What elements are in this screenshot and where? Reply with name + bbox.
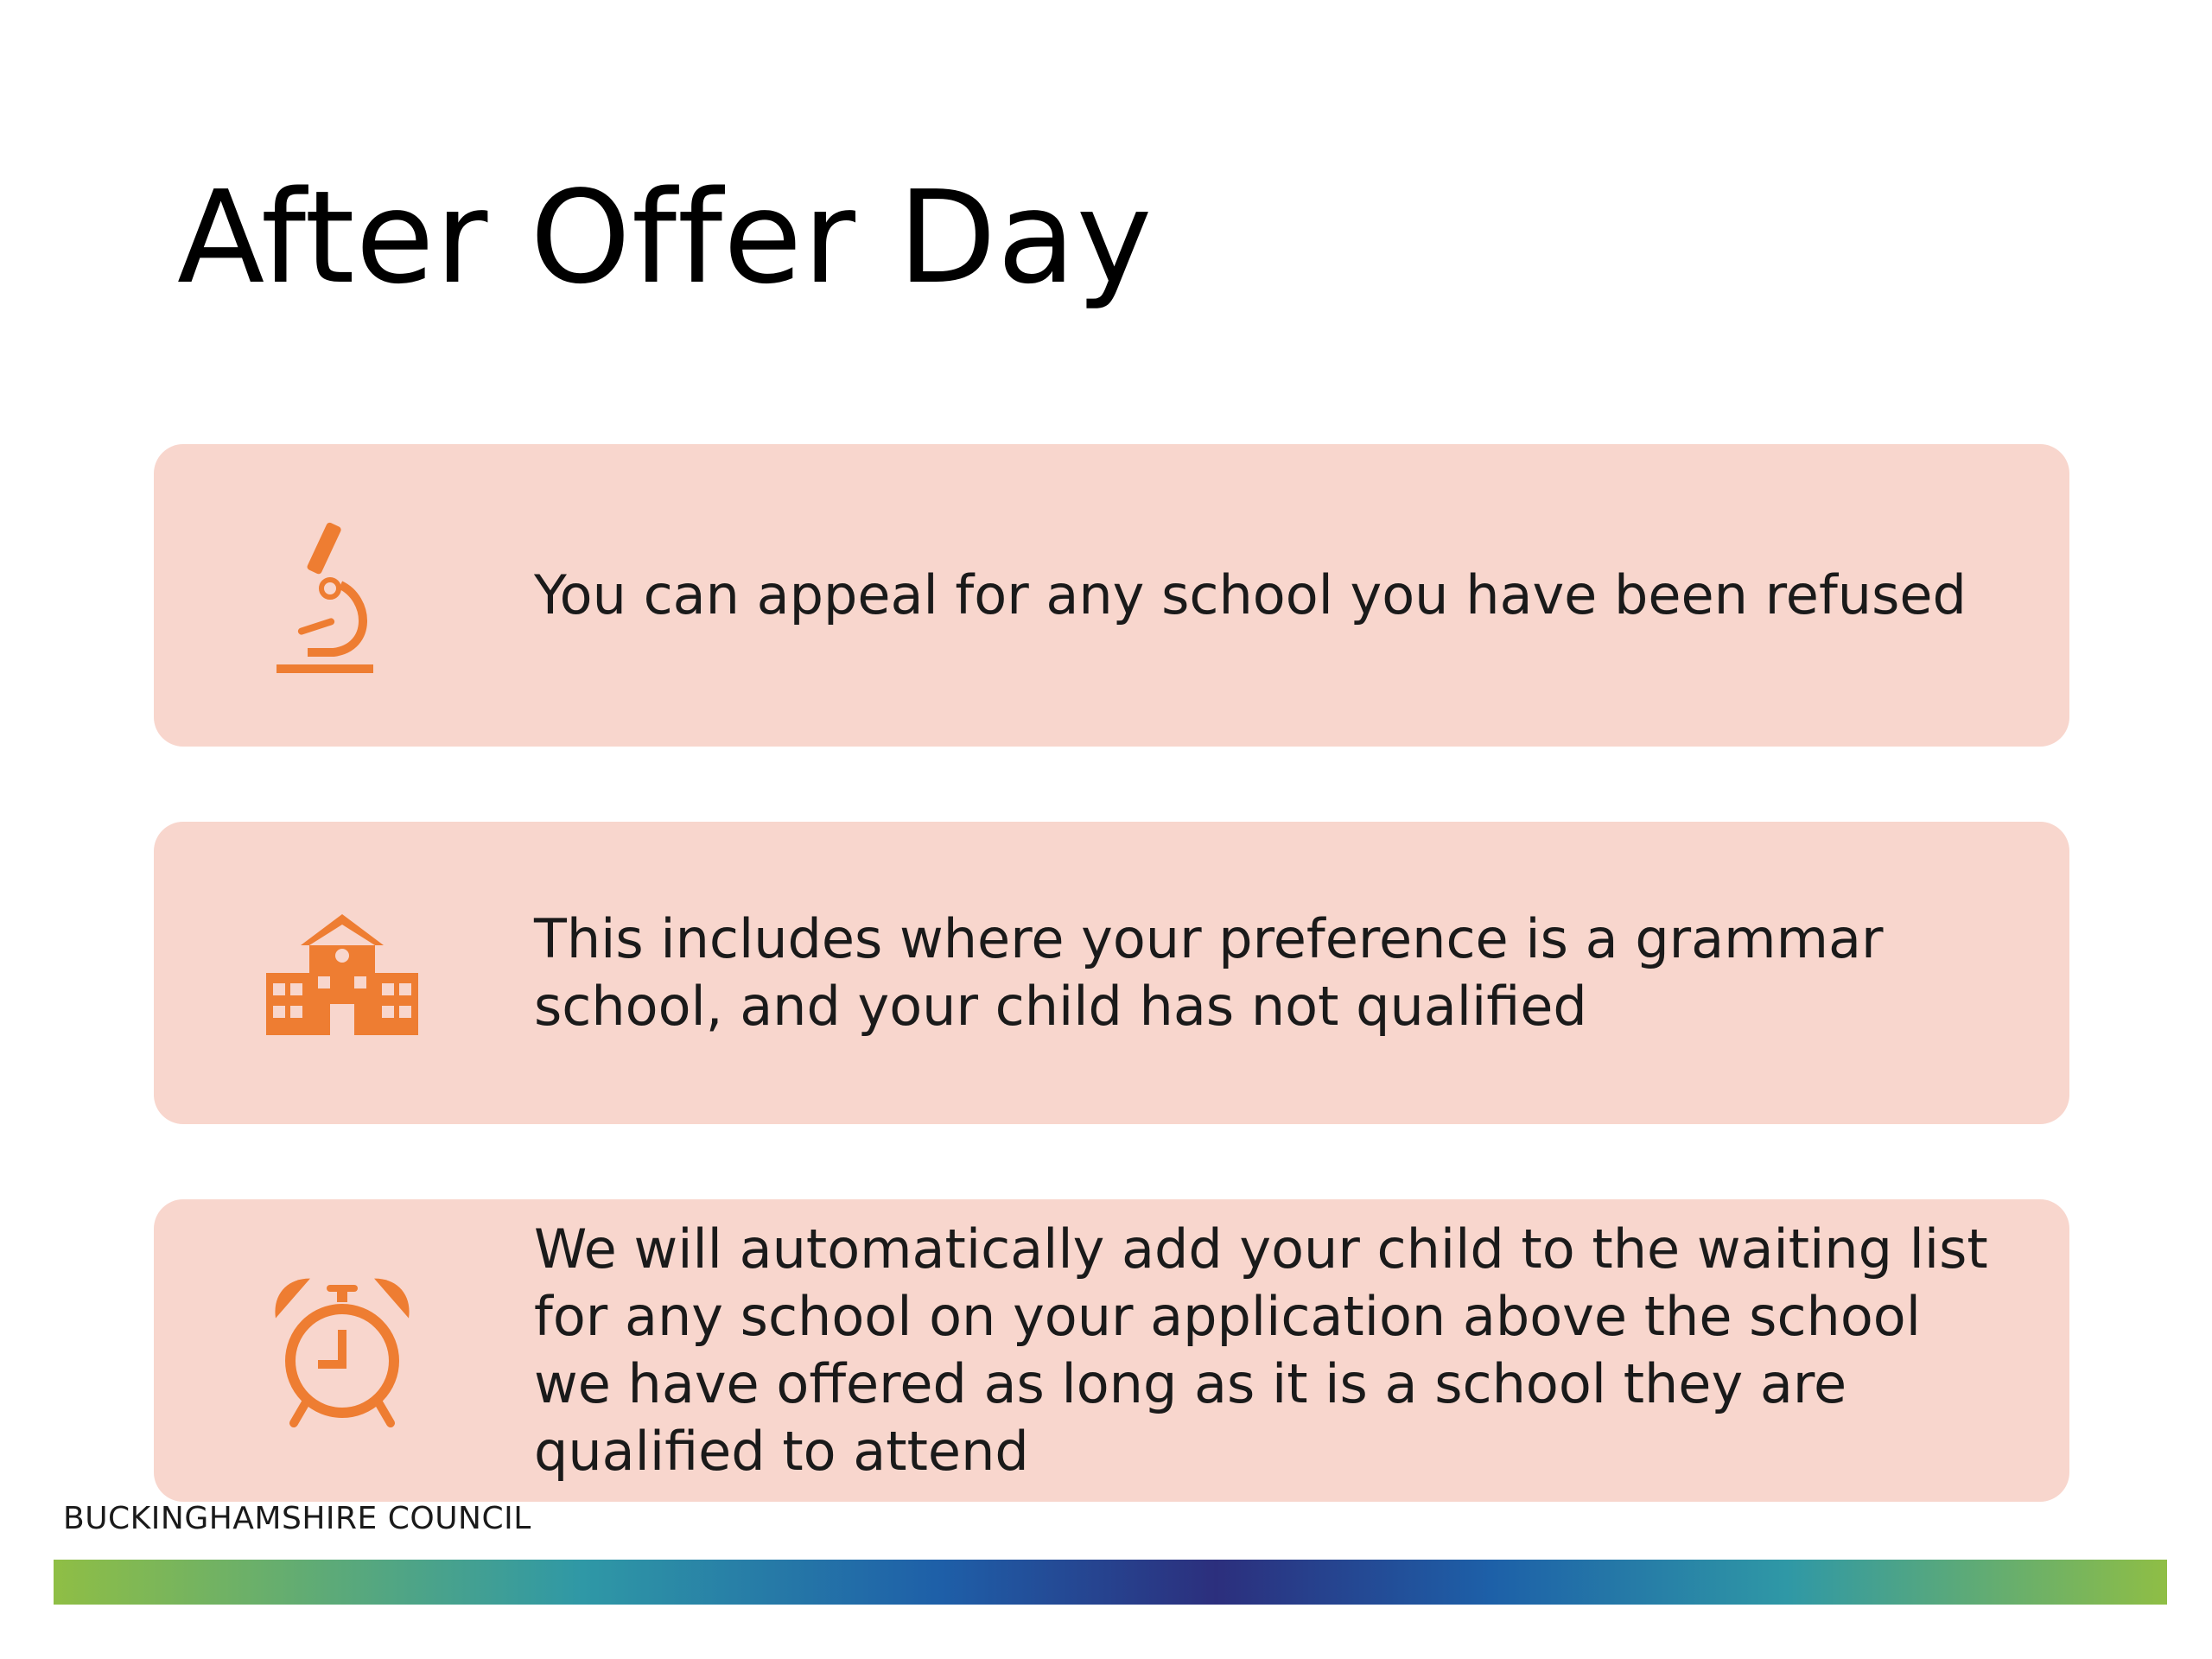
card-text: This includes where your preference is a grammar school, and your child has not qualified: [534, 906, 1884, 1038]
card-text: We will automatically add your child to the waiting list for any school on your application above the school we have offered as long as it is a school they are qualified to attend: [534, 1217, 1988, 1484]
info-card-appeal: [154, 444, 2069, 747]
microscope-icon: [256, 509, 429, 682]
info-card-waiting-list: [154, 1199, 2069, 1502]
card-text: You can appeal for any school you have been refused: [534, 563, 1967, 626]
school-building-icon: [256, 887, 429, 1059]
info-card-grammar: [154, 822, 2069, 1124]
alarm-clock-icon: [256, 1264, 429, 1437]
footer-gradient-bar: [54, 1560, 2167, 1605]
organisation-name: BUCKINGHAMSHIRE COUNCIL: [63, 1501, 531, 1536]
slide-title: After Offer Day: [177, 163, 1154, 312]
